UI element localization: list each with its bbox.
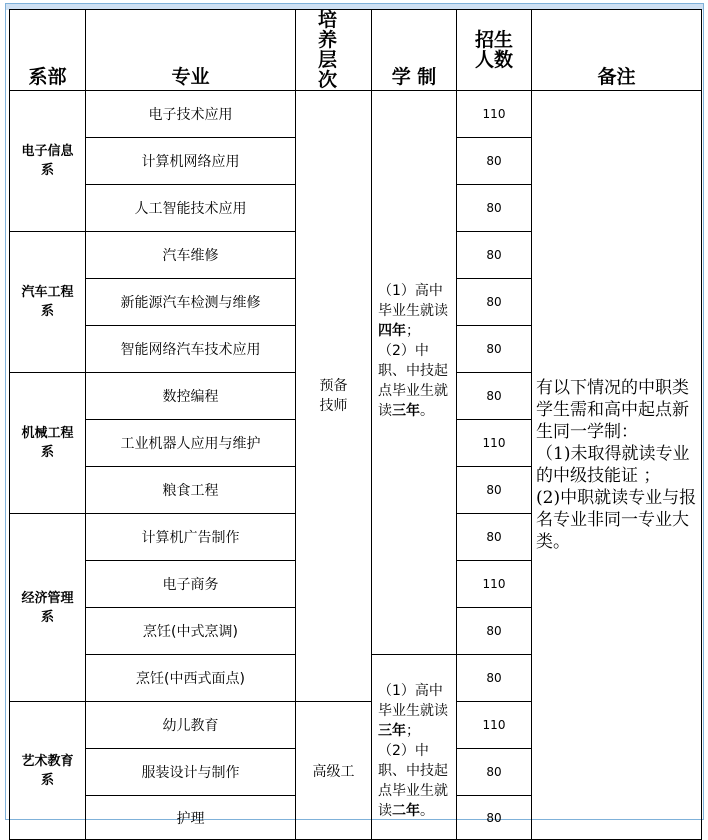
- quota-cell: 80: [457, 138, 532, 185]
- quota-cell: 80: [457, 655, 532, 702]
- header-major: 专业: [86, 10, 296, 91]
- dept-cell: 经济管理系: [10, 514, 86, 702]
- quota-cell: 80: [457, 326, 532, 373]
- enrollment-table: [9, 9, 702, 840]
- quota-cell: 110: [457, 420, 532, 467]
- major-cell: 护理: [86, 796, 296, 840]
- quota-cell: 110: [457, 702, 532, 749]
- major-cell: 烹饪(中式烹调): [86, 608, 296, 655]
- quota-cell: 80: [457, 749, 532, 796]
- dept-cell: 汽车工程系: [10, 232, 86, 373]
- major-cell: 计算机网络应用: [86, 138, 296, 185]
- header-quota: 招生 人数: [457, 10, 532, 91]
- quota-cell: 80: [457, 514, 532, 561]
- header-row: [10, 10, 702, 91]
- level-cell-preparatory: 预备技师: [296, 91, 372, 702]
- header-system: 学 制: [372, 10, 457, 91]
- major-cell: 幼儿教育: [86, 702, 296, 749]
- major-cell: 粮食工程: [86, 467, 296, 514]
- header-remarks: 备注: [532, 10, 702, 91]
- dept-cell: 电子信息系: [10, 91, 86, 232]
- major-cell: 智能网络汽车技术应用: [86, 326, 296, 373]
- quota-cell: 80: [457, 279, 532, 326]
- quota-cell: 110: [457, 561, 532, 608]
- table-row: [10, 91, 702, 138]
- major-cell: 电子技术应用: [86, 91, 296, 138]
- major-cell: 计算机广告制作: [86, 514, 296, 561]
- quota-cell: 80: [457, 232, 532, 279]
- quota-cell: 80: [457, 373, 532, 420]
- quota-cell: 110: [457, 91, 532, 138]
- major-cell: 电子商务: [86, 561, 296, 608]
- header-level: 培 养 层 次: [296, 10, 372, 91]
- remarks-cell: 有以下情况的中职类学生需和高中起点新生同一学制： （1)未取得就读专业的中级技能证 ； (2)中职就读专业与报名专业非同一专业大类。: [532, 91, 702, 840]
- major-cell: 新能源汽车检测与维修: [86, 279, 296, 326]
- dept-cell: 机械工程系: [10, 373, 86, 514]
- system-cell-three-year: （1）高中毕业生就读三年； （2）中职、中技起点毕业生就读二年。: [372, 655, 457, 840]
- quota-cell: 80: [457, 796, 532, 840]
- major-cell: 人工智能技术应用: [86, 185, 296, 232]
- major-cell: 服装设计与制作: [86, 749, 296, 796]
- header-dept: 系部: [10, 10, 86, 91]
- major-cell: 工业机器人应用与维护: [86, 420, 296, 467]
- system-cell-four-year: （1）高中毕业生就读四年； （2）中职、中技起点毕业生就读三年。: [372, 91, 457, 655]
- major-cell: 汽车维修: [86, 232, 296, 279]
- dept-cell: 艺术教育系: [10, 702, 86, 840]
- major-cell: 数控编程: [86, 373, 296, 420]
- quota-cell: 80: [457, 185, 532, 232]
- quota-cell: 80: [457, 608, 532, 655]
- major-cell: 烹饪(中西式面点): [86, 655, 296, 702]
- level-cell-senior: 高级工: [296, 702, 372, 840]
- quota-cell: 80: [457, 467, 532, 514]
